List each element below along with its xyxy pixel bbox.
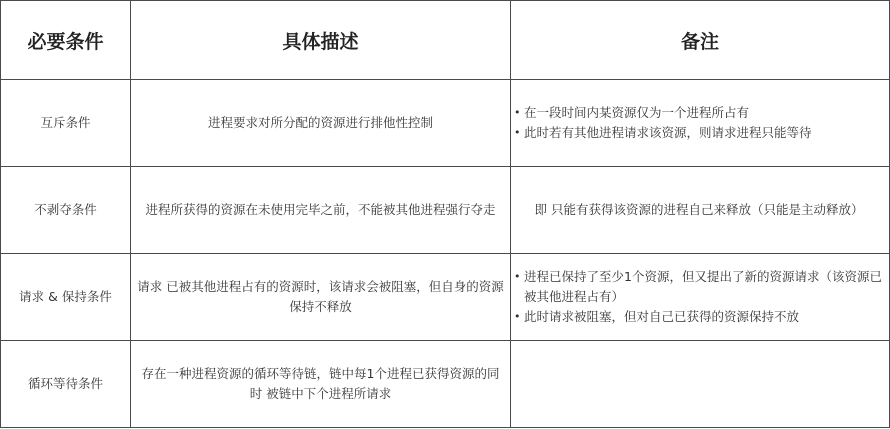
bullet-icon: • [514, 126, 521, 139]
note-text: 此时请求被阻塞，但对自己已获得的资源保持不放 [524, 309, 800, 324]
notes-list [513, 267, 885, 327]
note-text: 在一段时间内某资源仅为一个进程所占有 [524, 105, 750, 120]
header-necessary-condition: 必要条件 [1, 1, 131, 80]
description-cell: 存在一种进程资源的循环等待链，链中每1个进程已获得资源的同时 被链中下个进程所请求 [131, 341, 511, 428]
note-item [513, 307, 885, 327]
table-row [1, 167, 890, 254]
bullet-icon: • [514, 270, 521, 283]
notes-list [513, 103, 885, 143]
note-item [513, 123, 885, 143]
header-notes: 备注 [511, 1, 890, 80]
notes-cell: 即 只能有获得该资源的进程自己来释放（只能是主动释放） [511, 167, 890, 254]
bullet-icon: • [514, 106, 521, 119]
notes-cell [511, 254, 890, 341]
notes-cell [511, 80, 890, 167]
bullet-icon: • [514, 310, 521, 323]
note-item [513, 103, 885, 123]
description-cell: 进程要求对所分配的资源进行排他性控制 [131, 80, 511, 167]
condition-cell: 不剥夺条件 [1, 167, 131, 254]
condition-cell: 请求 & 保持条件 [1, 254, 131, 341]
condition-cell: 互斥条件 [1, 80, 131, 167]
table-header-row [1, 1, 890, 80]
note-text: 此时若有其他进程请求该资源，则请求进程只能等待 [524, 125, 812, 140]
description-cell: 请求 已被其他进程占有的资源时，该请求会被阻塞，但自身的资源保持不释放 [131, 254, 511, 341]
description-cell: 进程所获得的资源在未使用完毕之前，不能被其他进程强行夺走 [131, 167, 511, 254]
condition-cell: 循环等待条件 [1, 341, 131, 428]
notes-cell [511, 341, 890, 428]
note-text: 进程已保持了至少1个资源，但又提出了新的资源请求（该资源已被其他进程占有） [524, 269, 882, 304]
table-row [1, 80, 890, 167]
header-description: 具体描述 [131, 1, 511, 80]
note-item [513, 267, 885, 307]
table-row [1, 254, 890, 341]
table-row [1, 341, 890, 428]
